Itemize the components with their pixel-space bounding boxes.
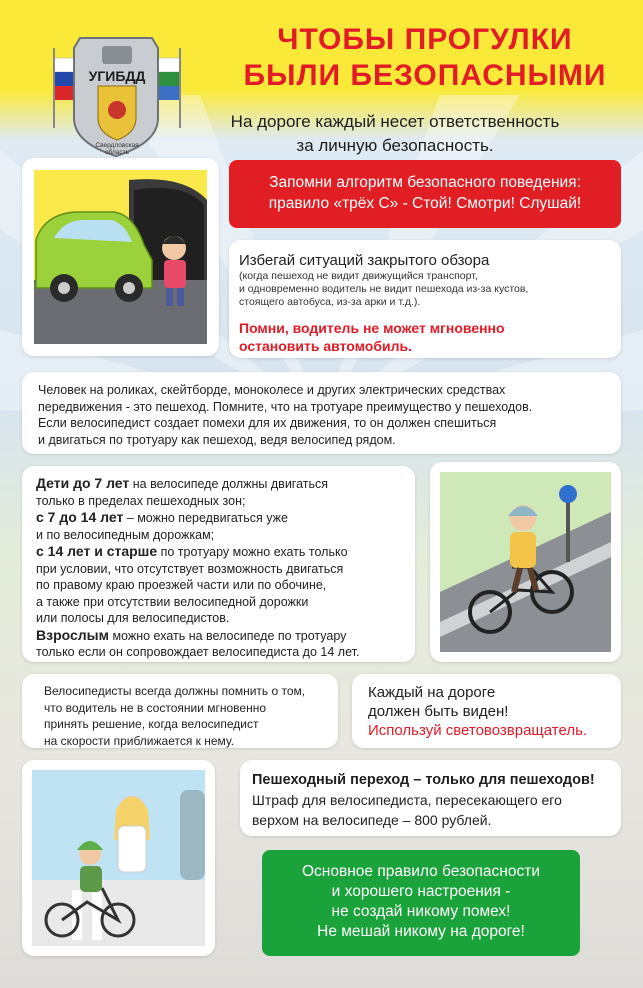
closed-view-warning1: Помни, водитель не может мгновенно — [239, 320, 505, 336]
cyclist-memo-card — [22, 674, 338, 748]
page-subtitle — [200, 110, 590, 158]
emblem-caption: УГИБДД — [88, 68, 146, 84]
age-rule-3-line5: или полосы для велосипедистов. — [36, 611, 230, 625]
age-rule-4-bold: Взрослым — [36, 626, 109, 643]
main-rule-line4: Не мешай никому на дороге! — [317, 923, 525, 940]
age-rule-1-bold: Дети до 7 лет — [36, 475, 130, 491]
pedestrian-line3: Если велосипедист создает помехи для их движения, то он должен спешиться — [38, 416, 497, 430]
subtitle-line1: На дороге каждый несет ответственность — [230, 112, 560, 131]
subtitle-line2: за личную безопасность. — [296, 136, 494, 155]
main-rule-line1: Основное правило безопасности — [302, 863, 540, 880]
age-rule-3-rest: по тротуару можно ехать только — [157, 545, 348, 559]
rule-line2: правило «трёх С» - Стой! Смотри! Слушай! — [268, 195, 582, 212]
be-visible-line1: Каждый на дороге — [368, 684, 496, 701]
cyclist-memo-line4: на скорости приближается к нему. — [44, 733, 235, 748]
crossing-illustration — [22, 760, 215, 956]
main-rule-line2: и хорошего настроения - — [331, 883, 511, 900]
cyclist-illustration — [430, 462, 621, 662]
crossing-line2: верхом на велосипеде – 800 рублей. — [252, 812, 492, 828]
closed-view-detail1: (когда пешеход не видит движущийся транспорт, — [239, 270, 478, 282]
age-rule-2-bold: с 7 до 14 лет — [36, 509, 124, 525]
age-rule-3-line3: по правому краю проезжей части или по обочине, — [36, 578, 327, 592]
age-rule-4-rest: можно ехать на велосипеде по тротуару — [108, 628, 347, 643]
age-rule-3-line4: а также при отсутствии велосипедной дорожки — [36, 594, 309, 609]
pedestrian-card — [22, 372, 621, 454]
closed-view-detail2: и одновременно водитель не видит пешехода из-за кустов, — [239, 283, 529, 295]
closed-view-warning2: остановить автомобиль. — [239, 338, 412, 354]
age-rule-2-line2: и по велосипедным дорожкам; — [36, 527, 215, 542]
pedestrian-line1: Человек на роликах, скейтборде, моноколесе и других электрических средствах — [38, 383, 506, 397]
title-line1: ЧТОБЫ ПРОГУЛКИ — [277, 23, 573, 56]
pedestrian-line4: и двигаться по тротуару как пешеход, ведя велосипед рядом. — [38, 432, 396, 447]
emblem — [40, 18, 190, 158]
cyclist-memo-line3: принять решение, когда велосипедист — [44, 717, 259, 731]
age-rule-4 — [36, 627, 401, 645]
page-title — [220, 22, 630, 94]
age-rule-2 — [36, 509, 401, 527]
crossing-heading: Пешеходный переход – только для пешеходов! — [252, 772, 595, 788]
car-child-illustration — [22, 158, 219, 356]
be-visible-line2: должен быть виден! — [368, 703, 509, 720]
crossing-line1: Штраф для велосипедиста, пересекающего его — [252, 792, 562, 808]
age-rule-1 — [36, 475, 401, 493]
be-visible-card — [352, 674, 621, 748]
rule-box — [229, 160, 621, 228]
title-line2: БЫЛИ БЕЗОПАСНЫМИ — [243, 59, 607, 92]
main-rule-box — [262, 850, 580, 956]
age-rule-4-line2: только если он сопровождает велосипедиста до 14 лет. — [36, 645, 360, 659]
crossing-card — [240, 760, 621, 836]
rule-line1: Запомни алгоритм безопасного поведения: — [269, 174, 581, 191]
cyclist-memo-line1: Велосипедисты всегда должны помнить о том, — [44, 684, 306, 698]
age-rule-3-line2: при условии, что отсутствует возможность двигаться — [36, 561, 344, 576]
closed-view-card — [229, 240, 621, 358]
car-child-image — [34, 170, 207, 344]
closed-view-detail3: стоящего автобуса, из-за арки и т.д.). — [239, 296, 421, 308]
cyclist-image — [440, 472, 611, 652]
be-visible-line3: Используй световозвращатель. — [368, 722, 588, 739]
age-rule-2-rest: – можно передвигаться уже — [123, 511, 288, 525]
pedestrian-line2: передвижения - это пешеход. Помните, что на тротуаре преимущество у пешеходов. — [38, 399, 533, 414]
main-rule-line3: не создай никому помех! — [331, 903, 511, 920]
emblem-region-line1: Свердловская — [95, 142, 139, 149]
cyclist-memo-line2: что водитель не в состоянии мгновенно — [44, 700, 267, 715]
age-rule-3-bold: с 14 лет и старше — [36, 543, 158, 559]
age-rule-3 — [36, 543, 401, 561]
age-rule-1-rest: на велосипеде должны двигаться — [129, 477, 329, 491]
emblem-region-line2: область — [104, 149, 130, 156]
closed-view-heading: Избегай ситуаций закрытого обзора — [239, 252, 490, 269]
age-rules-card — [22, 466, 415, 662]
crossing-image — [32, 770, 205, 946]
emblem-flags-icon — [40, 18, 190, 158]
age-rule-1-line2: только в пределах пешеходных зон; — [36, 493, 246, 508]
